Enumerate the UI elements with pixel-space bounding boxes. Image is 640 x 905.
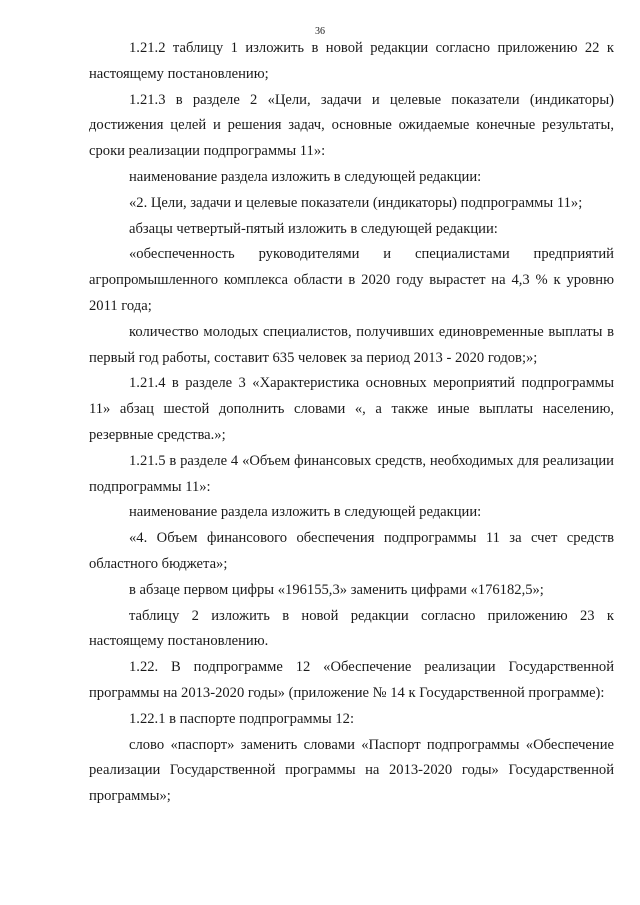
paragraph: слово «паспорт» заменить словами «Паспорт подпрограммы «Обеспечение реализации Государственной программы на 2013-2020 годы» Государственной программы»;	[89, 736, 614, 805]
document-body	[89, 36, 614, 810]
paragraph: «4. Объем финансового обеспечения подпрограммы 11 за счет средств областного бюджета»;	[89, 530, 614, 572]
paragraph: «2. Цели, задачи и целевые показатели (индикаторы) подпрограммы 11»;	[129, 194, 583, 211]
paragraph: 1.21.4 в разделе 3 «Характеристика основных мероприятий подпрограммы 11» абзац шестой дополнить словами «, а также иные выплаты населению, резервные средства.»;	[89, 375, 614, 443]
page-number: 36	[315, 26, 325, 37]
paragraph: «обеспеченность руководителями и специалистами предприятий агропромышленного комплекса области в 2020 году вырастет на 4,3 % к уровню 2011 года;	[89, 246, 614, 314]
paragraph: 1.21.5 в разделе 4 «Объем финансовых средств, необходимых для реализации подпрограммы 11»:	[89, 452, 614, 495]
paragraph: абзацы четвертый-пятый изложить в следующей редакции:	[129, 220, 498, 237]
paragraph: 1.21.3 в разделе 2 «Цели, задачи и целевые показатели (индикаторы) достижения целей и решения задач, основные ожидаемые конечные результаты, сроки реализации подпрограммы 11»:	[89, 91, 614, 160]
paragraph: количество молодых специалистов, получивших единовременные выплаты в первый год работы, составит 635 человек за период 2013 - 2020 годов;»;	[89, 323, 614, 366]
paragraph: 1.22. В подпрограмме 12 «Обеспечение реализации Государственной программы на 2013-2020 годы» (приложение № 14 к Государственной программе):	[89, 659, 614, 701]
paragraph: в абзаце первом цифры «196155,3» заменить цифрами «176182,5»;	[129, 581, 544, 598]
paragraph: 1.22.1 в паспорте подпрограммы 12:	[129, 710, 354, 727]
paragraph: 1.21.2 таблицу 1 изложить в новой редакции согласно приложению 22 к настоящему постановлению;	[89, 40, 614, 82]
paragraph: наименование раздела изложить в следующей редакции:	[129, 168, 482, 185]
paragraph: таблицу 2 изложить в новой редакции согласно приложению 23 к настоящему постановлению.	[89, 607, 614, 650]
paragraph: наименование раздела изложить в следующей редакции:	[129, 504, 482, 521]
